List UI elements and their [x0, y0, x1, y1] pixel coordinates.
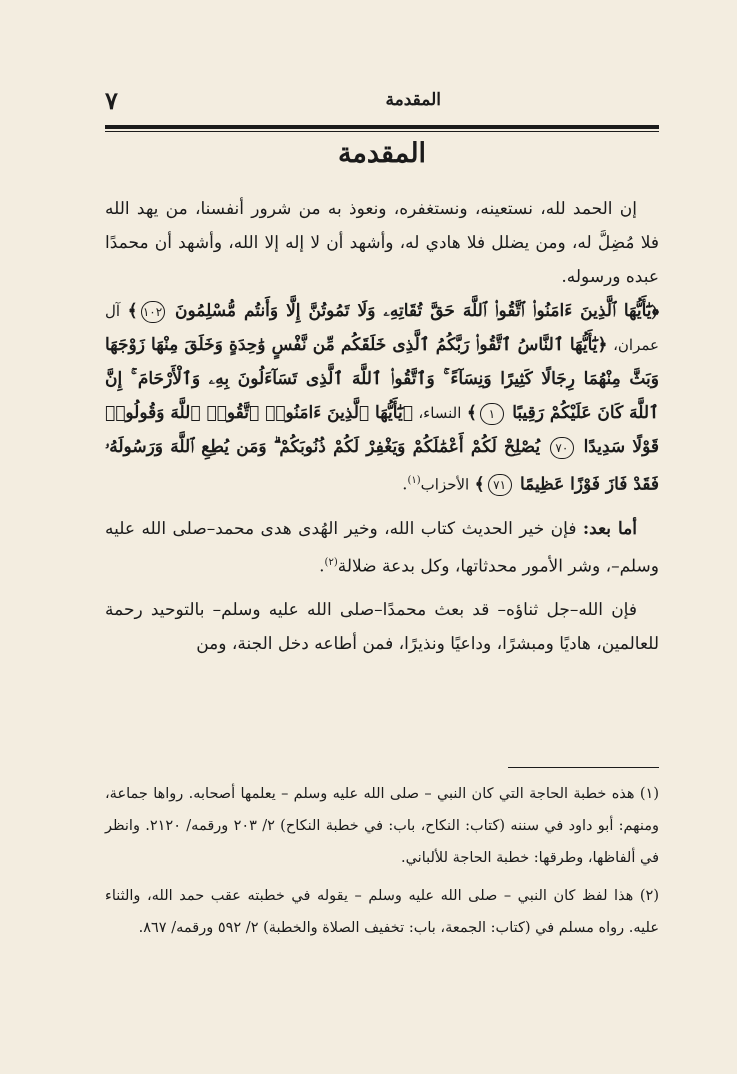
verse-bracket-close: ﴾: [466, 403, 477, 423]
footnote-1: (١) هذه خطبة الحاجة التي كان النبي – صلى الله عليه وسلم – يعلمها أصحابه. رواها جماعة، ومنهم: أبو داود في سننه (كتاب: النكاح، باب: في خطبة النكاح) ٢/ ٢٠٣ ورقمه/ ٢١٢٠. وانظر في ألفاظها، وطرقها: خطبة الحاجة للألباني.: [105, 786, 659, 866]
running-title: المقدمة: [385, 90, 441, 110]
quran-verses: ﴿يَٰٓأَيُّهَا ٱلَّذِينَ ءَامَنُوا۟ ٱتَّقُوا۟ ٱللَّهَ حَقَّ تُقَاتِهِۦ وَلَا تَمُوتُنَّ إِلَّا وَأَنتُم مُّسْلِمُونَ ١٠٢﴾ آل عمران، ﴿يَٰٓأَيُّهَا ٱلنَّاسُ ٱتَّقُوا۟ رَبَّكُمُ ٱلَّذِى خَلَقَكُم مِّن نَّفْسٍ وَٰحِدَةٍ وَخَلَقَ مِنْهَا زَوْجَهَا وَبَثَّ مِنْهُمَا رِجَالًا كَثِيرًا وَنِسَآءً ۚ وَٱتَّقُوا۟ ٱللَّهَ ٱلَّذِى تَسَآءَلُونَ بِهِۦ وَٱلْأَرْحَامَ ۚ إِنَّ ٱللَّهَ كَانَ عَلَيْكُمْ رَقِيبًا ١﴾ النساء، ﴿يَٰٓأَيُّهَا ٱلَّذِينَ ءَامَنُوا۟ ٱتَّقُوا۟ ٱللَّهَ وَقُولُوا۟ قَوْلًا سَدِيدًا ٧٠ يُصْلِحْ لَكُمْ أَعْمَٰلَكُمْ وَيَغْفِرْ لَكُمْ ذُنُوبَكُمْ ۗ وَمَن يُطِعِ ٱللَّهَ وَرَسُولَهُۥ فَقَدْ فَازَ فَوْزًا عَظِيمًا ٧١﴾ الأحزاب$^{(١)}$.: [105, 301, 660, 495]
third-paragraph: فإن الله–جل ثناؤه– قد بعث محمدًا–صلى الله عليه وسلم– بالتوحيد رحمة للعالمين، هاديًا ومبشرًا، وداعيًا ونذيرًا، فمن أطاعه دخل الجنة، ومن: [105, 600, 659, 655]
verse-nisa: يَٰٓأَيُّهَا ٱلنَّاسُ ٱتَّقُوا۟ رَبَّكُمُ ٱلَّذِى خَلَقَكُم مِّن نَّفْسٍ وَٰحِدَةٍ وَخَلَقَ مِنْهَا زَوْجَهَا وَبَثَّ مِنْهُمَا رِجَالًا كَثِيرًا وَنِسَآءً ۚ وَٱتَّقُوا۟ ٱللَّهَ ٱلَّذِى تَسَآءَلُونَ بِهِۦ وَٱلْأَرْحَامَ ۚ إِنَّ ٱللَّهَ كَانَ عَلَيْكُمْ رَقِيبًا: [105, 335, 659, 423]
footnote-2: (٢) هذا لفظ كان النبي – صلى الله عليه وسلم – يقوله في خطبته عقب حمد الله، والثناء عليه. رواه مسلم في (كتاب: الجمعة، باب: تخفيف الصلاة والخطبة) ٢/ ٥٩٢ ورقمه/ ٨٦٧.: [105, 888, 659, 936]
header-rule-thick: [105, 125, 659, 129]
verse-bracket-open: ﴿: [402, 403, 413, 423]
paragraph-gap: [105, 583, 659, 593]
verse-ahzab-71: يُصْلِحْ لَكُمْ أَعْمَٰلَكُمْ وَيَغْفِرْ لَكُمْ ذُنُوبَكُمْ ۗ وَمَن يُطِعِ ٱللَّهَ وَرَسُولَهُۥ فَقَدْ فَازَ فَوْزًا عَظِيمًا: [105, 437, 659, 495]
verse-bracket-open: ﴿: [597, 335, 608, 355]
verse-bracket-close: ﴾: [474, 474, 485, 495]
amma-baad-paragraph: أما بعد: فإن خير الحديث كتاب الله، وخير الهُدى هدى محمد–صلى الله عليه وسلم–، وشر الأمور محدثاتها، وكل بدعة ضلالة$^{(٢)}$.: [105, 518, 659, 577]
opening-paragraph: إن الحمد لله، نستعينه، ونستغفره، ونعوذ به من شرور أنفسنا، من يهد الله فلا مُضِلَّ له، ومن يضلل فلا هادي له، وأشهد أن لا إله إلا الله، وأشهد أن محمدًا عبده ورسوله.: [105, 199, 659, 287]
surah-reference: آل عمران،: [105, 302, 660, 354]
verse-ahzab-70: يَٰٓأَيُّهَا ٱلَّذِينَ ءَامَنُوا۟ ٱتَّقُوا۟ ٱللَّهَ وَقُولُوا۟ قَوْلًا سَدِيدًا: [105, 403, 659, 457]
page-header: [105, 86, 659, 116]
verse-number-badge: ٧٠: [550, 437, 574, 459]
page-number: ٧: [105, 86, 118, 115]
header-rule-thin: [105, 131, 659, 132]
footnotes: [105, 778, 659, 950]
footnote-marker: (٢): [324, 556, 338, 568]
verse-bracket-open: ﴿: [651, 301, 660, 321]
paragraph-gap: [105, 502, 659, 512]
footnote-separator: [508, 767, 659, 768]
surah-reference: النساء،: [418, 404, 462, 422]
surah-reference: الأحزاب: [420, 475, 470, 494]
verse-imran: يَٰٓأَيُّهَا ٱلَّذِينَ ءَامَنُوا۟ ٱتَّقُوا۟ ٱللَّهَ حَقَّ تُقَاتِهِۦ وَلَا تَمُوتُنَّ إِلَّا وَأَنتُم مُّسْلِمُونَ: [175, 301, 652, 321]
amma-baad-text: فإن خير الحديث كتاب الله، وخير الهُدى هدى محمد–صلى الله عليه وسلم–، وشر الأمور محدثاتها، وكل بدعة ضلالة: [105, 518, 659, 577]
verse-bracket-close: ﴾: [127, 301, 138, 321]
verse-number-badge: ٧١: [488, 474, 512, 496]
main-text: [105, 192, 659, 661]
footnote-marker: (١): [407, 475, 421, 486]
amma-baad-lead: أما بعد:: [582, 518, 637, 539]
verse-number-badge: ١٠٢: [141, 301, 165, 323]
verse-number-badge: ١: [480, 403, 504, 425]
chapter-title: المقدمة: [337, 138, 427, 169]
